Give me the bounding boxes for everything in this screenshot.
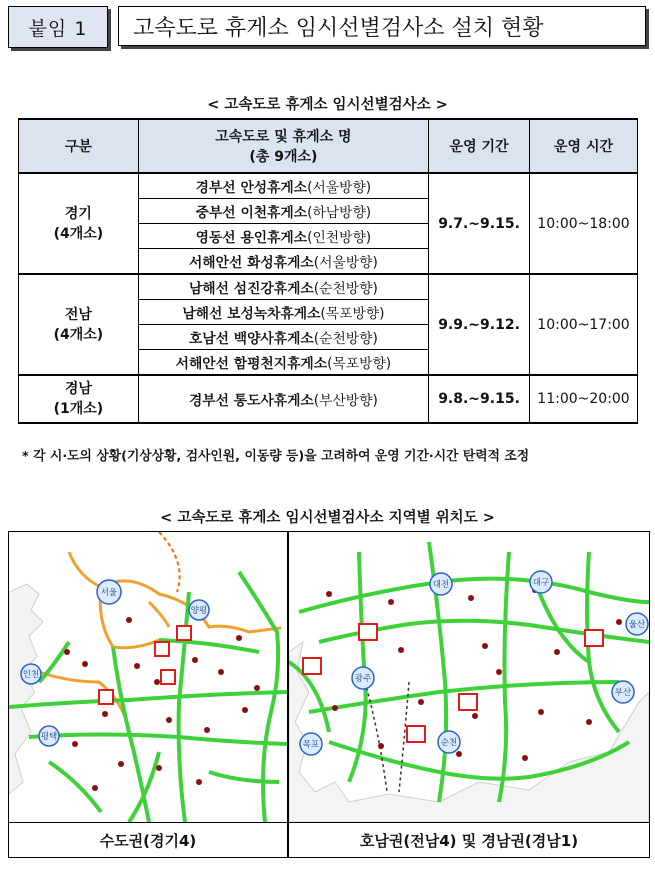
region-count: (4개소) xyxy=(53,326,104,343)
rest-area-name: 중부선 이천휴게소 xyxy=(195,205,308,221)
col-division: 구분 xyxy=(19,119,139,173)
table-caption: < 고속도로 휴게소 임시선별검사소 > xyxy=(207,97,448,113)
rest-area-direction: (목포방향) xyxy=(327,356,392,372)
rest-area-cell xyxy=(138,199,428,224)
rest-area-direction: (목포방향) xyxy=(320,306,385,322)
rest-area-name: 경부선 안성휴게소 xyxy=(195,180,308,196)
rest-area-direction: (인천방향) xyxy=(307,230,372,246)
rest-area-direction: (순천방향) xyxy=(313,331,378,347)
city-label: 부산 xyxy=(614,688,632,698)
rest-area-direction: (하남방향) xyxy=(307,205,372,221)
col-rest-area-line1: 고속도로 및 휴게소 명 xyxy=(215,129,352,145)
city-label: 대전 xyxy=(432,580,450,590)
city-label: 순천 xyxy=(440,738,458,748)
rest-area-cell xyxy=(138,350,428,376)
region-name: 경남 xyxy=(64,381,92,397)
attachment-tag: 붙임 1 xyxy=(8,6,108,48)
rest-area-cell xyxy=(138,300,428,325)
region-cell xyxy=(19,375,139,423)
capital-region-map xyxy=(9,532,287,822)
map-panel xyxy=(8,531,650,858)
region-cell xyxy=(19,274,139,375)
rest-area-direction: (서울방향) xyxy=(313,255,378,271)
city-label: 광주 xyxy=(354,674,372,684)
col-rest-area xyxy=(138,119,428,173)
southern-region-map xyxy=(289,532,649,822)
page-title: 고속도로 휴게소 임시선별검사소 설치 현황 xyxy=(118,6,646,46)
rest-area-name: 남해선 섬진강휴게소 xyxy=(188,281,314,297)
hours-cell: 10:00~18:00 xyxy=(530,173,638,274)
hours-cell: 11:00~20:00 xyxy=(530,375,638,423)
rest-area-direction: (서울방향) xyxy=(307,180,372,196)
period-cell: 9.9.~9.12. xyxy=(429,274,530,375)
region-count: (1개소) xyxy=(53,401,104,417)
city-label: 울산 xyxy=(628,620,646,630)
rest-area-name: 서해안선 화성휴게소 xyxy=(188,255,314,271)
rest-area-cell xyxy=(138,325,428,350)
city-label: 대구 xyxy=(532,578,550,588)
region-name: 전남 xyxy=(64,306,92,323)
col-period: 운영 기간 xyxy=(429,119,530,173)
map-caption: < 고속도로 휴게소 임시선별검사소 지역별 위치도 > xyxy=(160,510,495,526)
period-cell: 9.7.~9.15. xyxy=(429,173,530,274)
city-label: 양평 xyxy=(190,606,208,616)
rest-area-cell xyxy=(138,224,428,249)
capital-region-label: 수도권(경기4) xyxy=(9,822,287,857)
capital-region-map-graphic xyxy=(9,532,287,822)
page-header xyxy=(8,6,648,50)
region-name: 경기 xyxy=(64,205,92,222)
rest-area-cell xyxy=(138,249,428,275)
rest-area-name: 영동선 용인휴게소 xyxy=(195,230,308,246)
rest-area-table xyxy=(18,118,638,424)
rest-area-name: 남해선 보성녹차휴게소 xyxy=(182,306,321,322)
rest-area-cell xyxy=(138,274,428,300)
southern-region-label: 호남권(전남4) 및 경남권(경남1) xyxy=(289,822,649,857)
adjustment-note: * 각 시·도의 상황(기상상황, 검사인원, 이동량 등)을 고려하여 운영 기간·시간 탄력적 조정 xyxy=(22,449,530,464)
rest-area-name: 호남선 백양사휴게소 xyxy=(188,331,314,347)
rest-area-name: 서해안선 함평천지휴게소 xyxy=(175,356,328,372)
rest-area-cell xyxy=(138,375,428,423)
rest-area-direction: (부산방향) xyxy=(313,393,378,409)
city-label: 평택 xyxy=(40,732,58,742)
col-hours: 운영 시간 xyxy=(530,119,638,173)
southern-region-map-graphic xyxy=(289,532,649,822)
region-count: (4개소) xyxy=(53,225,104,242)
city-label: 목포 xyxy=(302,740,320,750)
city-label: 인천 xyxy=(22,670,40,680)
rest-area-cell xyxy=(138,173,428,199)
city-label: 서울 xyxy=(100,588,118,598)
region-cell xyxy=(19,173,139,274)
col-rest-area-line2: (총 9개소) xyxy=(249,149,318,165)
rest-area-direction: (순천방향) xyxy=(313,281,378,297)
hours-cell: 10:00~17:00 xyxy=(530,274,638,375)
period-cell: 9.8.~9.15. xyxy=(429,375,530,423)
rest-area-name: 경부선 통도사휴게소 xyxy=(188,393,314,409)
